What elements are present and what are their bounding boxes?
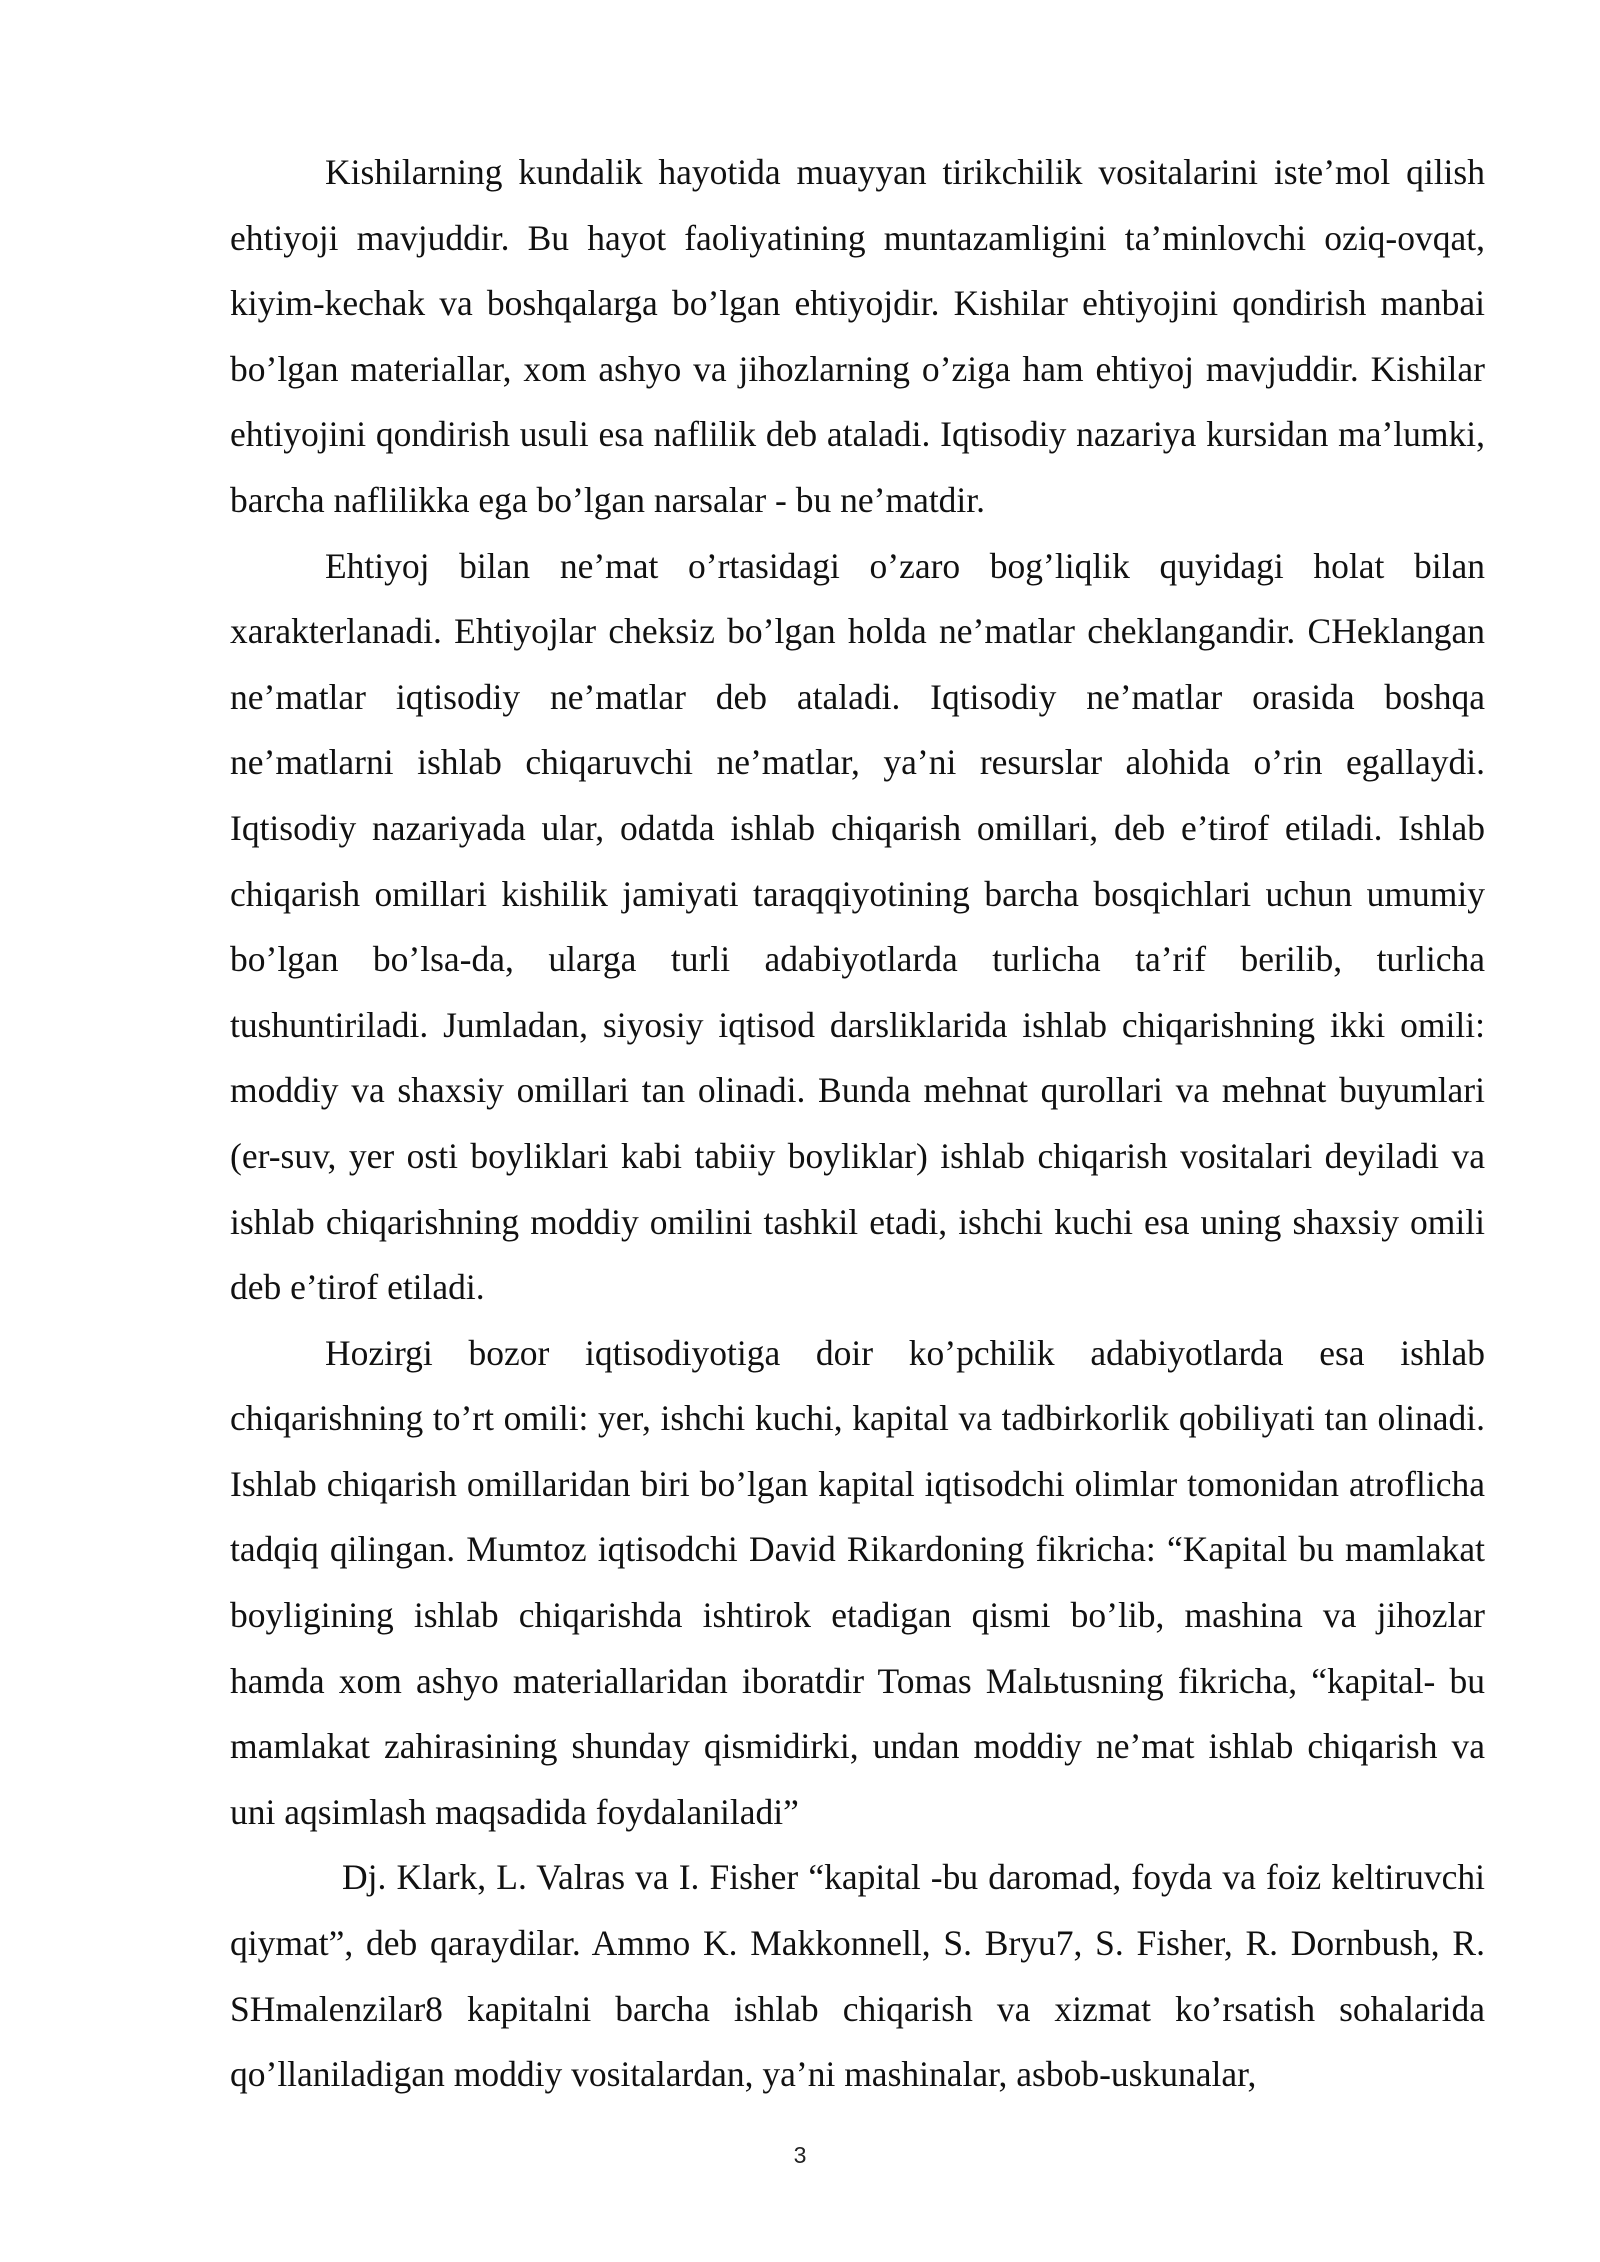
paragraph-capital-definitions: Dj. Klark, L. Valras va I. Fisher “kapital -bu daromad, foyda va foiz keltiruvchi qiymat”, deb qaraydilar. Ammo K. Makkonnell, S. Bryu7, S. Fisher, R. Dornbush, R. SHmalenzilar8 kapitalni barcha ishlab chiqarish va xizmat ko’rsatish sohalarida qo’llaniladigan moddiy vositalardan, ya’ni mashinalar, asbob-uskunalar,	[230, 1857, 1485, 2095]
paragraph-economic-goods: Ehtiyoj bilan ne’mat o’rtasidagi o’zaro bog’liqlik quyidagi holat bilan xarakterlanadi. Ehtiyojlar cheksiz bo’lgan holda ne’matlar cheklangandir. CHeklangan ne’matlar iqtisodiy ne’matlar deb ataladi. Iqtisodiy ne’matlar orasida boshqa ne’matlarni ishlab chiqaruvchi ne’matlar, ya’ni resurslar alohida o’rin egallaydi. Iqtisodiy nazariyada ular, odatda ishlab chiqarish omillari, deb e’tirof etiladi. Ishlab chiqarish omillari kishilik jamiyati taraqqiyotining barcha bosqichlari uchun umumiy bo’lgan bo’lsa-da, ularga turli adabiyotlarda turlicha ta’rif berilib, turlicha tushuntiriladi. Jumladan, siyosiy iqtisod darsliklarida ishlab chiqarishning ikki omili: moddiy va shaxsiy omillari tan olinadi. Bunda mehnat qurollari va mehnat buyumlari (er-suv, yer osti boyliklari kabi tabiiy boyliklar) ishlab chiqarish vositalari deyiladi va ishlab chiqarishning moddiy omilini tashkil etadi, ishchi kuchi esa uning shaxsiy omili deb e’tirof etiladi.	[230, 545, 1485, 1308]
page-body	[230, 140, 1485, 2108]
page-number: 3	[793, 2142, 807, 2168]
paragraph-factors-of-production: Hozirgi bozor iqtisodiyotiga doir ko’pchilik adabiyotlarda esa ishlab chiqarishning to’rt omili: yer, ishchi kuchi, kapital va tadbirkorlik qobiliyati tan olinadi. Ishlab chiqarish omillaridan biri bo’lgan kapital iqtisodchi olimlar tomonidan atroflicha tadqiq qilingan. Mumtoz iqtisodchi David Rikardoning fikricha: “Kapital bu mamlakat boyligining ishlab chiqarishda ishtirok etadigan qismi bo’lib, mashina va jihozlar hamda xom ashyo materiallaridan iboratdir Tomas Malьtusning fikricha, “kapital- bu mamlakat zahirasining shunday qismidirki, undan moddiy ne’mat ishlab chiqarish va uni aqsimlash maqsadida foydalaniladi”	[230, 1332, 1485, 1832]
paragraph-needs-and-utility: Kishilarning kundalik hayotida muayyan tirikchilik vositalarini iste’mol qilish ehtiyoji mavjuddir. Bu hayot faoliyatining muntazamligini ta’minlovchi oziq-ovqat, kiyim-kechak va boshqalarga bo’lgan ehtiyojdir. Kishilar ehtiyojini qondirish manbai bo’lgan materiallar, xom ashyo va jihozlarning o’ziga ham ehtiyoj mavjuddir. Kishilar ehtiyojini qondirish usuli esa naflilik deb ataladi. Iqtisodiy nazariya kursidan ma’lumki, barcha naflilikka ega bo’lgan narsalar - bu ne’matdir.	[230, 152, 1485, 520]
